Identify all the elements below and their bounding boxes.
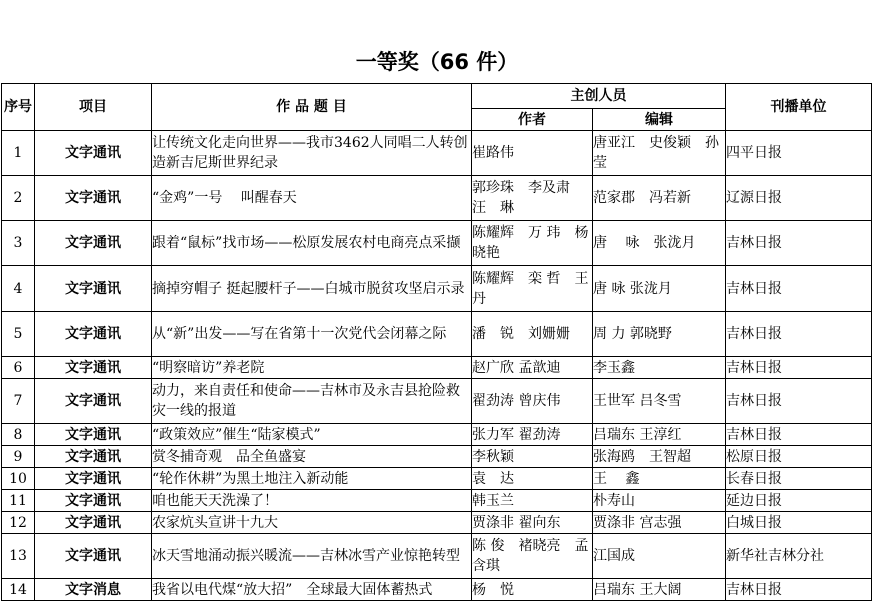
row-publisher: 吉林日报: [726, 379, 872, 424]
row-authors: 郭珍珠 李及肃 汪 琳: [472, 176, 593, 221]
row-category: 文字通讯: [35, 379, 152, 424]
row-publisher: 白城日报: [726, 512, 872, 534]
row-editors: 贾涤非 宫志强: [593, 512, 726, 534]
row-authors: 张力军 翟劲涛: [472, 424, 593, 446]
row-category: 文字通讯: [35, 446, 152, 468]
row-work-title: “明察暗访”养老院: [152, 357, 472, 379]
row-work-title: 跟着“鼠标”找市场——松原发展农村电商亮点采撷: [152, 221, 472, 266]
row-number: 14: [2, 579, 35, 601]
row-number: 9: [2, 446, 35, 468]
row-number: 13: [2, 534, 35, 579]
table-row: [2, 579, 872, 601]
row-authors: 杨 悦: [472, 579, 593, 601]
row-authors: 袁 达: [472, 468, 593, 490]
row-editors: 张海鸥 王智超: [593, 446, 726, 468]
row-publisher: 辽源日报: [726, 176, 872, 221]
row-authors: 陈 俊 褚晓亮 孟含琪: [472, 534, 593, 579]
row-work-title: 动力，来自责任和使命——吉林市及永吉县抢险救灾一线的报道: [152, 379, 472, 424]
header-unit: 刊播单位: [726, 84, 872, 131]
table-row: [2, 357, 872, 379]
row-category: 文字通讯: [35, 131, 152, 176]
row-editors: 吕瑞东 王大阔: [593, 579, 726, 601]
row-category: 文字消息: [35, 579, 152, 601]
row-work-title: 摘掉穷帽子 挺起腰杆子——白城市脱贫攻坚启示录: [152, 266, 472, 312]
row-number: 11: [2, 490, 35, 512]
row-editors: 唐 咏 张泷月: [593, 221, 726, 266]
row-category: 文字通讯: [35, 512, 152, 534]
table-row: [2, 512, 872, 534]
row-publisher: 吉林日报: [726, 266, 872, 312]
row-number: 5: [2, 312, 35, 357]
row-publisher: 吉林日报: [726, 221, 872, 266]
row-number: 7: [2, 379, 35, 424]
row-editors: 周 力 郭晓野: [593, 312, 726, 357]
row-category: 文字通讯: [35, 266, 152, 312]
row-editors: 李玉鑫: [593, 357, 726, 379]
row-editors: 江国成: [593, 534, 726, 579]
row-work-title: 从“新”出发——写在省第十一次党代会闭幕之际: [152, 312, 472, 357]
row-category: 文字通讯: [35, 468, 152, 490]
awards-table: [1, 83, 872, 601]
row-category: 文字通讯: [35, 176, 152, 221]
table-row: [2, 446, 872, 468]
header-work: 作 品 题 目: [152, 84, 472, 131]
row-category: 文字通讯: [35, 424, 152, 446]
row-category: 文字通讯: [35, 221, 152, 266]
row-work-title: 农家炕头宣讲十九大: [152, 512, 472, 534]
row-category: 文字通讯: [35, 490, 152, 512]
row-editors: 范家郡 冯若新: [593, 176, 726, 221]
row-work-title: 让传统文化走向世界——我市3462人同唱二人转创造新吉尼斯世界纪录: [152, 131, 472, 176]
header-creators: 主创人员: [472, 84, 726, 109]
row-publisher: 吉林日报: [726, 424, 872, 446]
table-row: [2, 424, 872, 446]
row-publisher: 长春日报: [726, 468, 872, 490]
row-publisher: 四平日报: [726, 131, 872, 176]
row-category: 文字通讯: [35, 312, 152, 357]
row-number: 8: [2, 424, 35, 446]
row-authors: 陈耀辉 栾 哲 王 丹: [472, 266, 593, 312]
row-work-title: “轮作休耕”为黑土地注入新动能: [152, 468, 472, 490]
table-row: [2, 534, 872, 579]
row-work-title: “政策效应”催生“陆家模式”: [152, 424, 472, 446]
row-number: 4: [2, 266, 35, 312]
row-authors: 贾涤非 翟向东: [472, 512, 593, 534]
row-number: 10: [2, 468, 35, 490]
header-author: 作者: [472, 109, 593, 131]
header-editor: 编辑: [593, 109, 726, 131]
row-authors: 赵广欣 孟歆迪: [472, 357, 593, 379]
table-row: [2, 176, 872, 221]
row-work-title: “金鸡”一号 叫醒春天: [152, 176, 472, 221]
table-row: [2, 490, 872, 512]
header-category: 项目: [35, 84, 152, 131]
row-authors: 韩玉兰: [472, 490, 593, 512]
row-number: 2: [2, 176, 35, 221]
row-number: 6: [2, 357, 35, 379]
row-category: 文字通讯: [35, 534, 152, 579]
table-row: [2, 131, 872, 176]
table-row: [2, 312, 872, 357]
row-editors: 唐 咏 张泷月: [593, 266, 726, 312]
row-number: 12: [2, 512, 35, 534]
row-editors: 朴寿山: [593, 490, 726, 512]
header-no: 序号: [2, 84, 35, 131]
row-publisher: 松原日报: [726, 446, 872, 468]
row-editors: 唐亚江 史俊颖 孙 莹: [593, 131, 726, 176]
row-work-title: 冰天雪地涌动振兴暖流——吉林冰雪产业惊艳转型: [152, 534, 472, 579]
row-authors: 潘 锐 刘姗姗: [472, 312, 593, 357]
table-row: [2, 379, 872, 424]
row-publisher: 吉林日报: [726, 579, 872, 601]
row-authors: 翟劲涛 曾庆伟: [472, 379, 593, 424]
row-authors: 李秋颖: [472, 446, 593, 468]
table-row: [2, 468, 872, 490]
row-editors: 吕瑞东 王淳红: [593, 424, 726, 446]
row-publisher: 吉林日报: [726, 312, 872, 357]
page-title: 一等奖（66 件）: [355, 50, 519, 74]
row-number: 3: [2, 221, 35, 266]
row-editors: 王 鑫: [593, 468, 726, 490]
row-authors: 陈耀辉 万 玮 杨晓艳: [472, 221, 593, 266]
row-work-title: 咱也能天天洗澡了！: [152, 490, 472, 512]
row-editors: 王世军 吕冬雪: [593, 379, 726, 424]
table-row: [2, 266, 872, 312]
row-publisher: 吉林日报: [726, 357, 872, 379]
row-work-title: 赏冬捕奇观 品全鱼盛宴: [152, 446, 472, 468]
row-publisher: 新华社吉林分社: [726, 534, 872, 579]
row-work-title: 我省以电代煤“放大招” 全球最大固体蓄热式: [152, 579, 472, 601]
row-authors: 崔路伟: [472, 131, 593, 176]
row-number: 1: [2, 131, 35, 176]
row-publisher: 延边日报: [726, 490, 872, 512]
row-category: 文字通讯: [35, 357, 152, 379]
table-row: [2, 221, 872, 266]
